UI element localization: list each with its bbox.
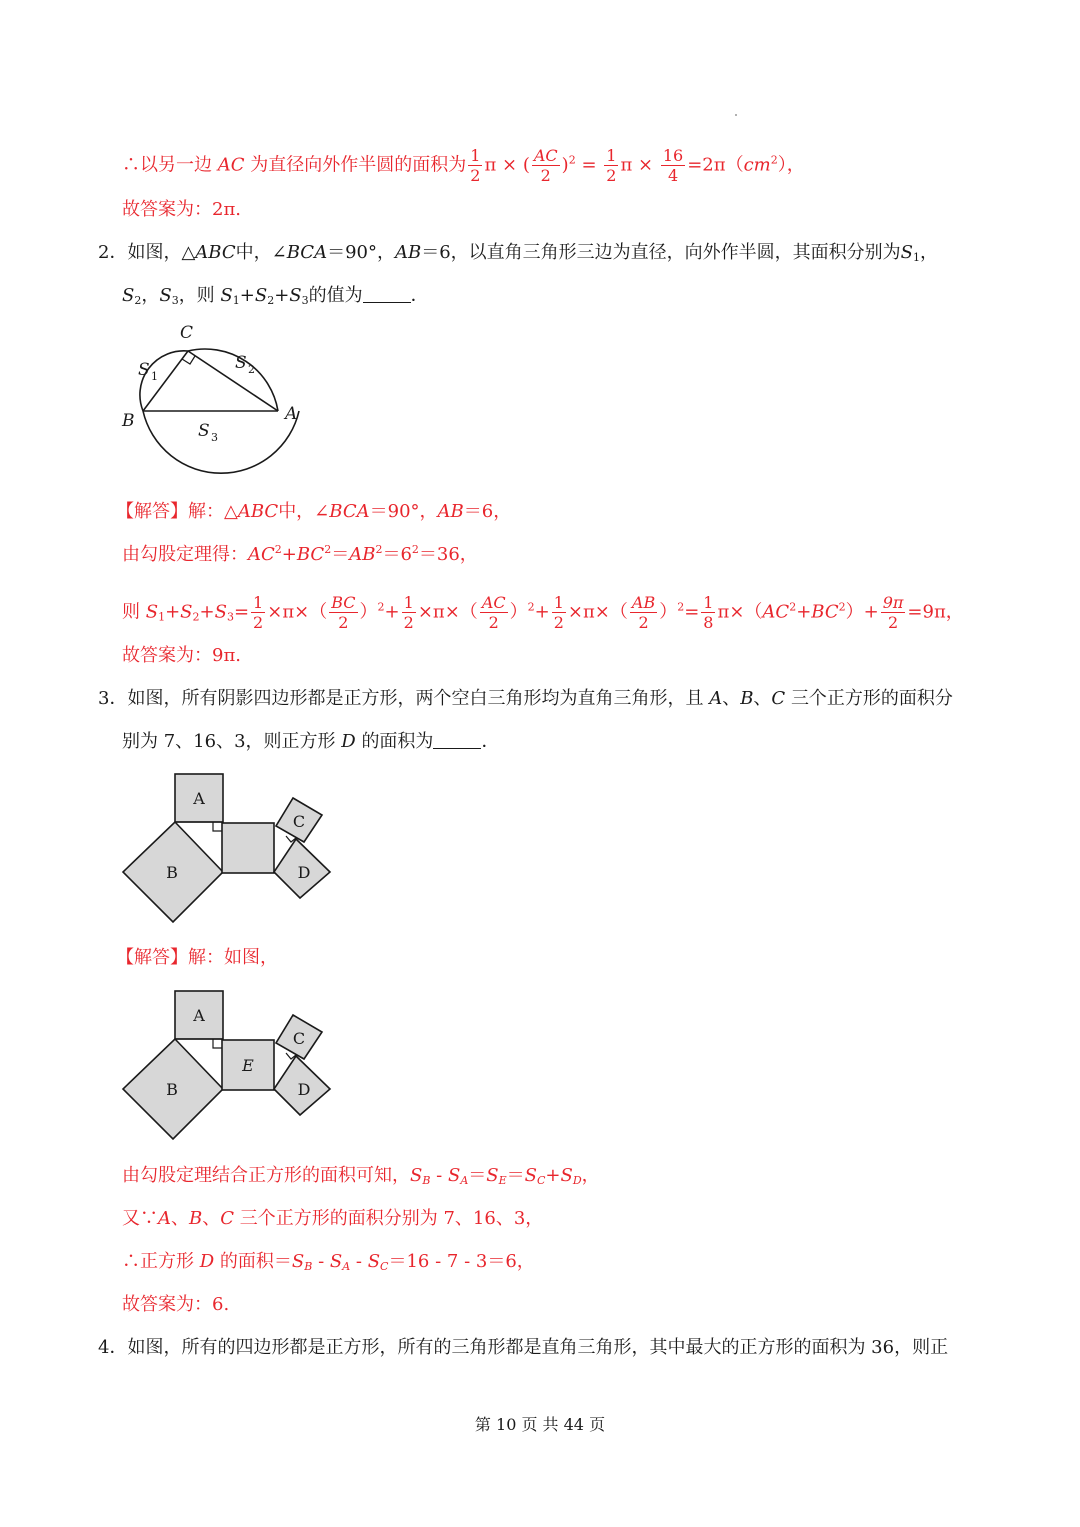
label-s3: S: [198, 421, 210, 441]
sol2-answer: 故答案为：9π.: [122, 645, 242, 666]
semicircle-s3: [143, 411, 299, 473]
fraction: $\frac{1}{2}$: [553, 593, 564, 632]
label-c: C: [292, 1029, 306, 1048]
semicircles-figure: [110, 318, 310, 486]
fraction: $\frac{1}{8}$: [703, 593, 714, 632]
fraction: $\frac{1}{2}$: [403, 593, 414, 632]
answer-blank: [363, 284, 411, 303]
label-c: C: [292, 812, 306, 831]
label-c: C: [180, 323, 194, 343]
label-e: E: [242, 1056, 254, 1075]
sol3-line4: ∴正方形 D 的面积$=S_B - S_A - S_C=16 - 7 - 3=6$，: [122, 1251, 535, 1273]
label-a: A: [193, 789, 205, 808]
label-b: B: [166, 863, 178, 882]
label-d: D: [297, 1080, 311, 1099]
label-a: A: [193, 1006, 205, 1025]
sol2-line3: 则 $S_1+S_2+S_3=$ $\frac{1}{2}$ ×π×（ $\frac{BC}{2}$ ）$^2$+ $\frac{1}{2}$ ×π×（ $\frac{AC}{2}$ ）$^2$+ $\frac{1}{2}$ ×π×（ $\frac{AB}{2}$ ）$^2$= $\frac{1}{8}$ $\pi\times(AC^2+BC^2)+$ $\frac{9\pi}{2}$ =9π，: [122, 593, 964, 632]
side-ca: [188, 351, 278, 411]
page-footer: 第 10 页 共 44 页: [474, 1415, 606, 1434]
fraction: $\frac{BC}{2}$: [331, 593, 356, 632]
label-d: D: [297, 863, 311, 882]
fraction: $\frac{AB}{2}$: [631, 593, 656, 632]
squares-figure: [118, 772, 336, 924]
right-angle-mark: [213, 1039, 222, 1048]
sol3-line3: 又∵A、B、C 三个正方形的面积分别为 7、16、3，: [122, 1208, 544, 1229]
sol3-line2: 由勾股定理结合正方形的面积可知，$S_B - S_A=S_E=S_C+S_D$，: [122, 1165, 600, 1187]
label-s2: S: [235, 353, 247, 373]
fraction: $\frac{16}{4}$: [662, 146, 684, 185]
q2-line2: $S_2$，$S_3$，则 $S_1+S_2+S_3$的值为 ．: [122, 285, 429, 307]
label-b: B: [122, 411, 135, 431]
fraction: $\frac{9\pi}{2}$: [882, 593, 904, 632]
q2-line1: 2．如图，△ABC中，∠BCA＝90°，AB＝6，以直角三角形三边为直径，向外作半圆，其面积分别为$S_1$，: [98, 242, 939, 264]
square-middle: [222, 823, 274, 873]
label-s1: S: [138, 360, 150, 380]
label-s2-sub: 2: [248, 363, 255, 376]
sol2-line1: 【解答】解：△ABC中，∠BCA＝90°，AB＝6，: [116, 501, 512, 522]
sol3-answer: 故答案为：6.: [122, 1294, 230, 1315]
speck: [735, 114, 737, 116]
q4-line1: 4．如图，所有的四边形都是正方形，所有的三角形都是直角三角形，其中最大的正方形的面积为 36，则正: [98, 1337, 949, 1358]
label-a: A: [285, 404, 298, 424]
right-angle-mark: [213, 822, 222, 831]
fraction: $\frac{1}{2}$: [606, 146, 617, 185]
sol1-area-line: ∴以另一边 AC 为直径向外作半圆的面积为 $\frac{1}{2}$ π × ( $\frac{AC}{2}$ )$^2$ = $\frac{1}{2}$ π × $\frac{16}{4}$ $=2\pi(cm^2)$，: [122, 146, 805, 185]
label-s1-sub: 1: [151, 370, 158, 383]
fraction: $\frac{AC}{2}$: [481, 593, 506, 632]
sol2-line2: 由勾股定理得：$AC^2+BC^2=AB^2=6^2=36$，: [122, 543, 478, 565]
q3-line2: 别为 7、16、3，则正方形 D 的面积为 ．: [122, 731, 500, 752]
sol3-line1: 【解答】解：如图，: [116, 947, 278, 968]
label-b: B: [166, 1080, 178, 1099]
side-bc: [143, 351, 188, 411]
squares-figure-labeled: [118, 989, 336, 1141]
fraction: $\frac{1}{2}$: [253, 593, 264, 632]
label-s3-sub: 3: [211, 431, 218, 444]
fraction: $\frac{AC}{2}$: [533, 146, 558, 185]
sol1-answer: 故答案为：2π.: [122, 199, 242, 220]
fraction: $\frac{1}{2}$: [470, 146, 481, 185]
answer-blank: [433, 730, 481, 749]
q3-line1: 3．如图，所有阴影四边形都是正方形，两个空白三角形均为直角三角形，且 A、B、C 三个正方形的面积分: [98, 688, 953, 709]
